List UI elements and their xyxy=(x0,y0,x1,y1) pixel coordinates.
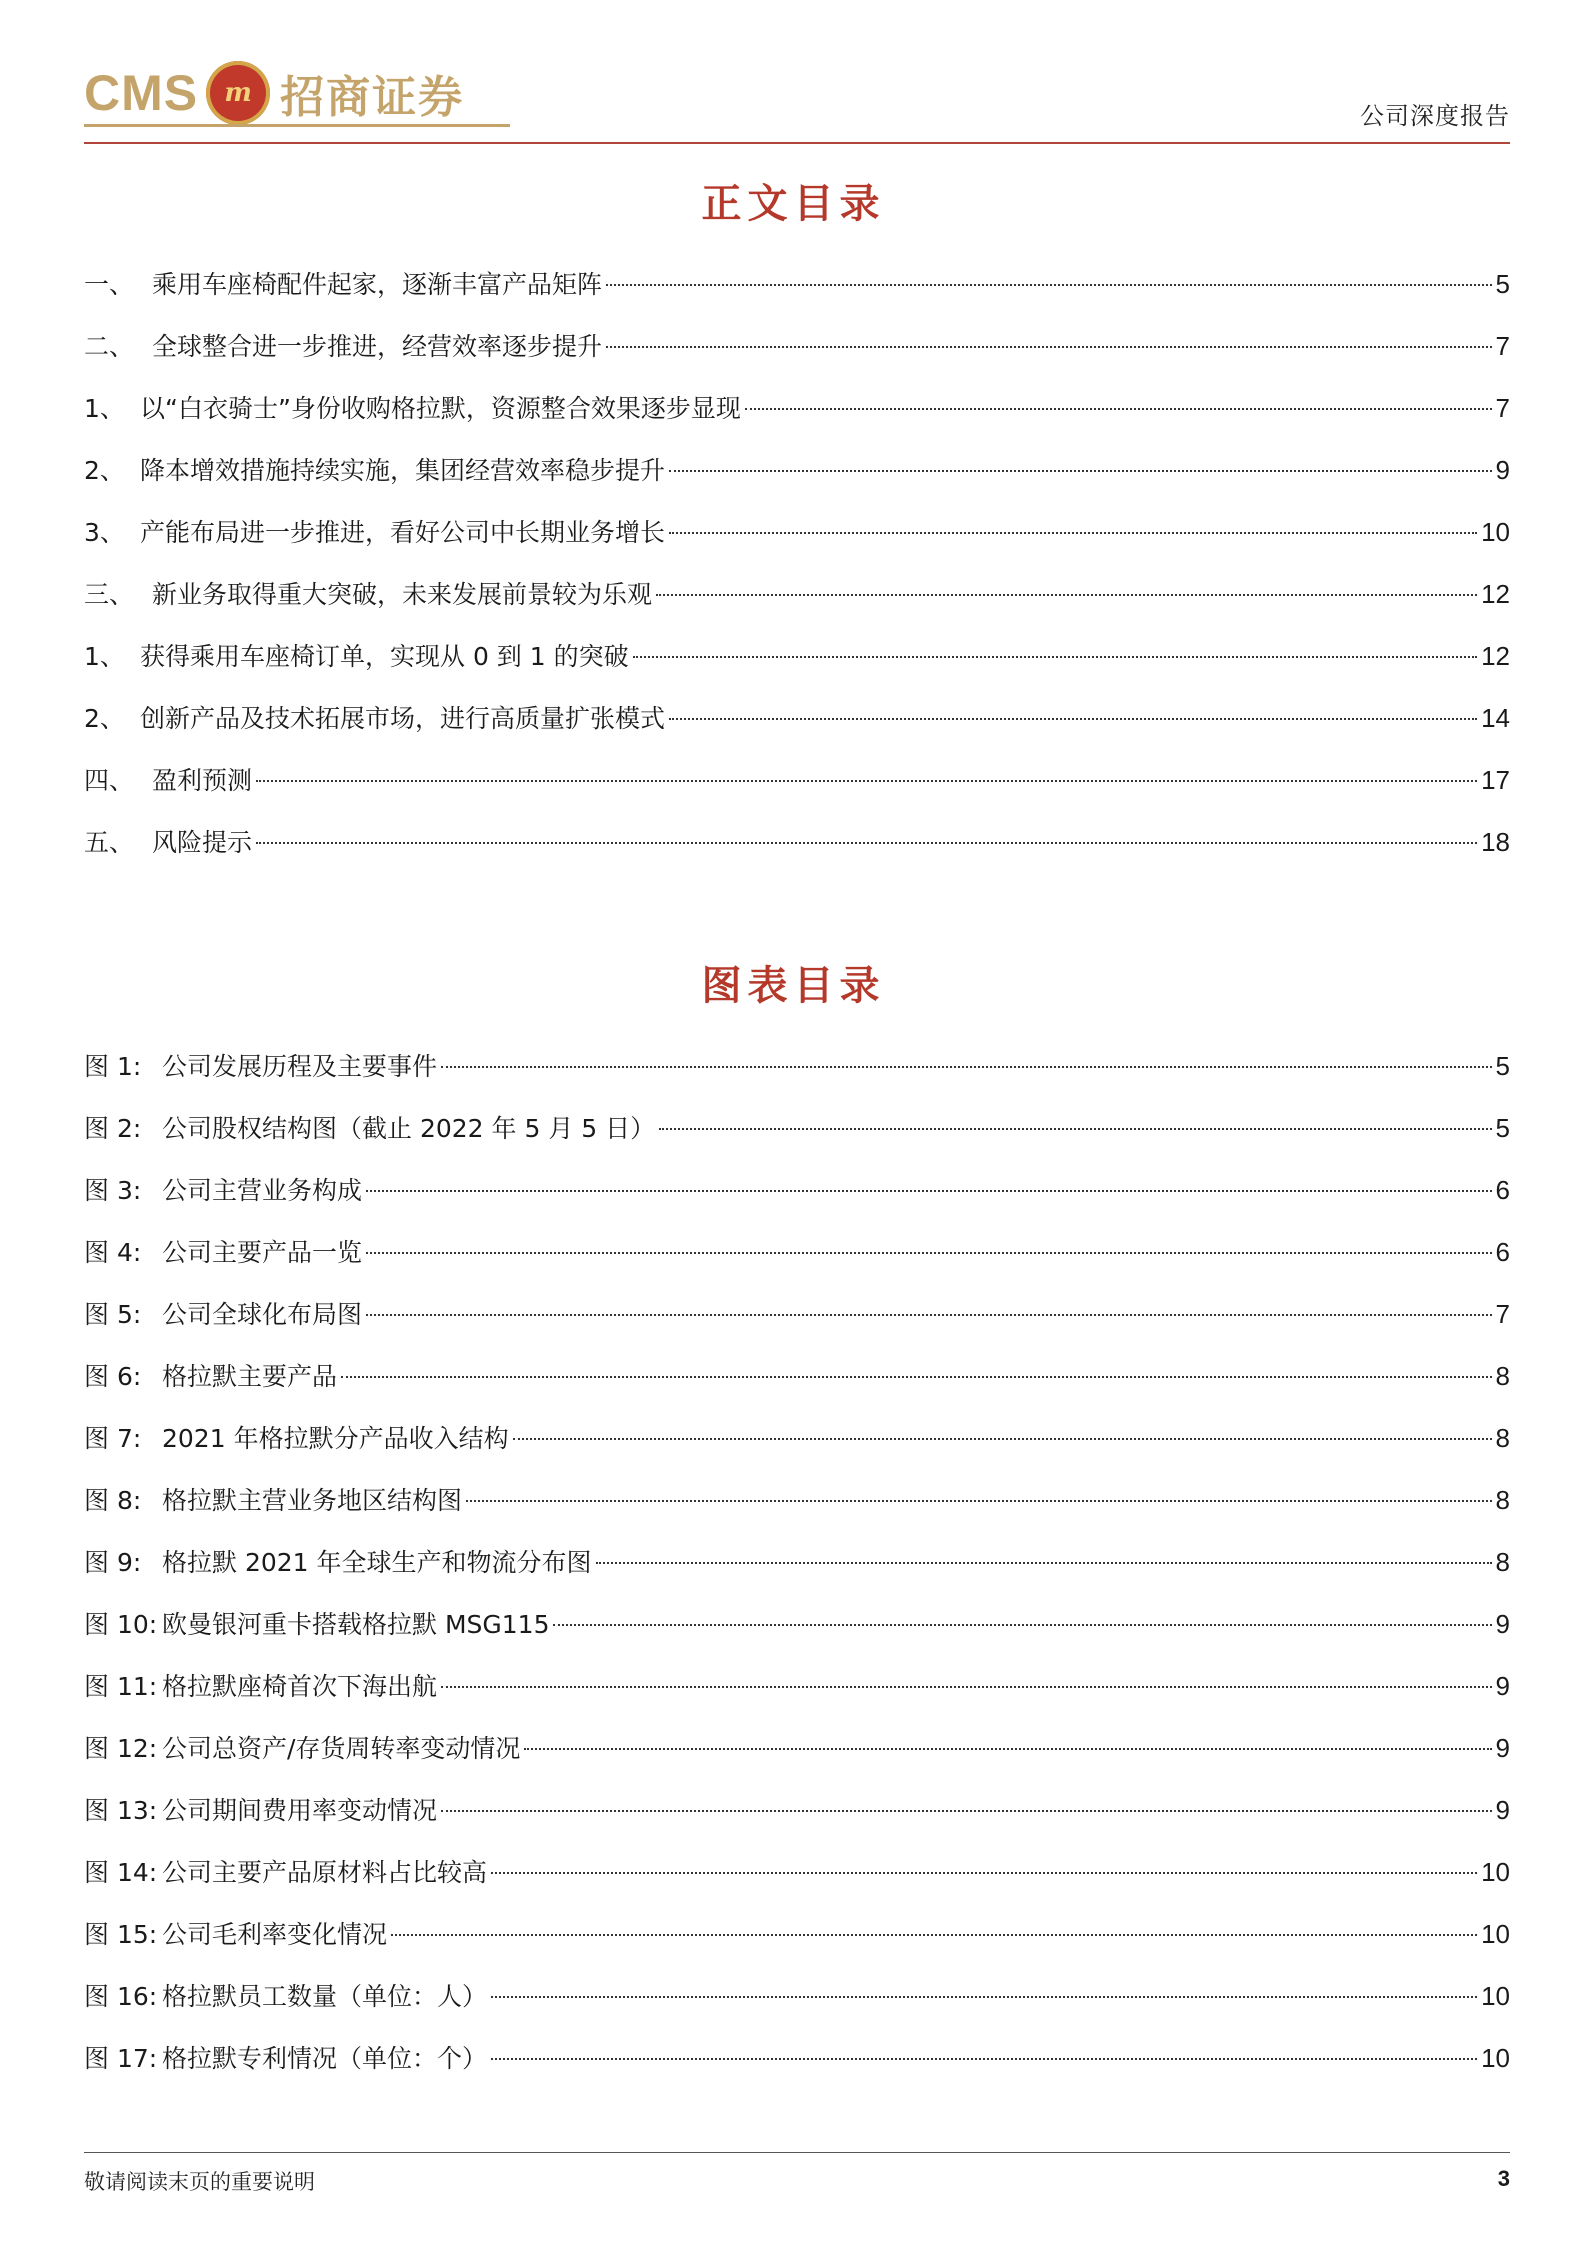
toc-entry-title: 格拉默座椅首次下海出航 xyxy=(162,1672,438,1701)
toc-entry[interactable] xyxy=(84,501,1510,563)
toc-dot-leader xyxy=(341,1376,1492,1378)
toc-entry-page: 10 xyxy=(1481,2043,1510,2073)
toc-entry[interactable] xyxy=(84,1593,1510,1655)
toc-dot-leader xyxy=(633,656,1477,658)
toc-entry-page: 6 xyxy=(1495,1237,1510,1267)
toc-dot-leader xyxy=(553,1624,1491,1626)
toc-entry-page: 7 xyxy=(1495,393,1510,423)
toc-entry-title: 风险提示 xyxy=(152,828,253,857)
header-divider xyxy=(84,142,1510,144)
toc-entry-page: 10 xyxy=(1481,1919,1510,1949)
toc-entry-page: 5 xyxy=(1495,1051,1510,1081)
toc-entry-number: 图 17: xyxy=(84,2044,158,2073)
toc-entry-title: 公司主营业务构成 xyxy=(162,1176,363,1205)
toc-dot-leader xyxy=(606,284,1492,286)
toc-dot-leader xyxy=(524,1748,1491,1750)
toc-entry-page: 8 xyxy=(1495,1547,1510,1577)
toc-dot-leader xyxy=(669,718,1477,720)
figure-toc-title: 图表目录 xyxy=(701,962,886,1009)
toc-entry[interactable] xyxy=(84,1903,1510,1965)
toc-entry-title: 全球整合进一步推进，经营效率逐步提升 xyxy=(152,332,603,361)
toc-entry[interactable] xyxy=(84,1965,1510,2027)
toc-dot-leader xyxy=(491,2058,1477,2060)
toc-dot-leader xyxy=(441,1810,1492,1812)
toc-dot-leader xyxy=(596,1562,1492,1564)
toc-entry-title: 公司主要产品一览 xyxy=(162,1238,363,1267)
toc-entry-number: 四、 xyxy=(84,766,135,795)
toc-dot-leader xyxy=(513,1438,1492,1440)
logo-latin-text: CMS xyxy=(84,65,199,121)
toc-entry-page: 6 xyxy=(1495,1175,1510,1205)
toc-entry[interactable] xyxy=(84,253,1510,315)
toc-entry-title: 欧曼银河重卡搭载格拉默 MSG115 xyxy=(162,1610,550,1639)
toc-entry-page: 9 xyxy=(1495,1609,1510,1639)
toc-dot-leader xyxy=(466,1500,1492,1502)
cms-logo xyxy=(84,58,464,128)
toc-entry-page: 12 xyxy=(1481,641,1510,671)
toc-entry-number: 图 13: xyxy=(84,1796,158,1825)
toc-entry-page: 9 xyxy=(1495,1795,1510,1825)
toc-entry-number: 图 12: xyxy=(84,1734,158,1763)
toc-entry-title: 公司全球化布局图 xyxy=(162,1300,363,1329)
toc-entry-page: 17 xyxy=(1481,765,1510,795)
toc-dot-leader xyxy=(606,346,1492,348)
toc-entry-number: 二、 xyxy=(84,332,135,361)
toc-entry-page: 9 xyxy=(1495,455,1510,485)
toc-entry-page: 7 xyxy=(1495,331,1510,361)
toc-entry[interactable] xyxy=(84,1221,1510,1283)
toc-entry-number: 图 7: xyxy=(84,1424,142,1453)
toc-dot-leader xyxy=(366,1314,1492,1316)
report-type: 公司深度报告 xyxy=(1360,102,1510,130)
toc-entry-number: 图 6: xyxy=(84,1362,142,1391)
page-header xyxy=(84,52,1510,144)
toc-entry[interactable] xyxy=(84,1283,1510,1345)
toc-entry-page: 5 xyxy=(1495,269,1510,299)
toc-dot-leader xyxy=(669,532,1477,534)
toc-entry[interactable] xyxy=(84,1779,1510,1841)
toc-entry-page: 9 xyxy=(1495,1671,1510,1701)
toc-entry-number: 图 16: xyxy=(84,1982,158,2011)
toc-dot-leader xyxy=(391,1934,1477,1936)
toc-entry-page: 10 xyxy=(1481,1981,1510,2011)
toc-entry-number: 2、 xyxy=(84,456,125,485)
toc-dot-leader xyxy=(256,780,1477,782)
toc-entry[interactable] xyxy=(84,2027,1510,2089)
toc-entry-page: 12 xyxy=(1481,579,1510,609)
toc-dot-leader xyxy=(441,1686,1492,1688)
toc-entry[interactable] xyxy=(84,563,1510,625)
toc-entry-number: 图 8: xyxy=(84,1486,142,1515)
toc-entry-page: 10 xyxy=(1481,517,1510,547)
toc-entry-number: 图 10: xyxy=(84,1610,158,1639)
toc-entry[interactable] xyxy=(84,1097,1510,1159)
toc-entry-number: 一、 xyxy=(84,270,135,299)
toc-entry-number: 五、 xyxy=(84,828,135,857)
toc-entry[interactable] xyxy=(84,1717,1510,1779)
toc-dot-leader xyxy=(745,408,1492,410)
toc-entry-title: 盈利预测 xyxy=(152,766,253,795)
toc-entry-title: 公司毛利率变化情况 xyxy=(162,1920,388,1949)
toc-entry-page: 8 xyxy=(1495,1423,1510,1453)
toc-entry-number: 图 14: xyxy=(84,1858,158,1887)
toc-entry-number: 图 3: xyxy=(84,1176,142,1205)
toc-entry-page: 5 xyxy=(1495,1113,1510,1143)
toc-entry-page: 7 xyxy=(1495,1299,1510,1329)
toc-entry[interactable] xyxy=(84,377,1510,439)
logo-chinese-text: 招商证券 xyxy=(280,72,465,123)
toc-entry-title: 公司总资产/存货周转率变动情况 xyxy=(162,1734,521,1763)
toc-dot-leader xyxy=(256,842,1477,844)
logo-underline xyxy=(84,124,510,127)
toc-entry-number: 图 11: xyxy=(84,1672,158,1701)
toc-dot-leader xyxy=(366,1190,1492,1192)
toc-dot-leader xyxy=(669,470,1492,472)
toc-entry-title: 格拉默专利情况（单位：个） xyxy=(162,2044,488,2073)
toc-entry-page: 9 xyxy=(1495,1733,1510,1763)
toc-entry-page: 14 xyxy=(1481,703,1510,733)
toc-entry[interactable] xyxy=(84,1035,1510,1097)
toc-entry[interactable] xyxy=(84,1469,1510,1531)
page-number: 3 xyxy=(1497,2166,1510,2191)
logo-emblem-icon: m xyxy=(206,61,270,125)
toc-entry[interactable] xyxy=(84,439,1510,501)
toc-entry-number: 图 9: xyxy=(84,1548,142,1577)
toc-entry-page: 8 xyxy=(1495,1361,1510,1391)
toc-entry[interactable] xyxy=(84,749,1510,811)
toc-entry[interactable] xyxy=(84,1159,1510,1221)
toc-entry-page: 18 xyxy=(1481,827,1510,857)
footer-divider xyxy=(84,2152,1510,2153)
toc-entry-number: 图 5: xyxy=(84,1300,142,1329)
toc-dot-leader xyxy=(491,1872,1477,1874)
toc-entry-number: 3、 xyxy=(84,518,125,547)
toc-dot-leader xyxy=(441,1066,1492,1068)
toc-entry-number: 图 2: xyxy=(84,1114,142,1143)
page-footer xyxy=(84,2152,1510,2194)
toc-dot-leader xyxy=(366,1252,1492,1254)
toc-entry-number: 图 1: xyxy=(84,1052,142,1081)
toc-entry-number: 图 15: xyxy=(84,1920,158,1949)
toc-entry-title: 公司期间费用率变动情况 xyxy=(162,1796,438,1825)
toc-entry-title: 获得乘用车座椅订单，实现从 0 到 1 的突破 xyxy=(140,642,629,671)
toc-entry-title: 格拉默主营业务地区结构图 xyxy=(162,1486,463,1515)
toc-entry-title: 格拉默 2021 年全球生产和物流分布图 xyxy=(162,1548,592,1577)
toc-entry[interactable] xyxy=(84,1345,1510,1407)
toc-entry[interactable] xyxy=(84,811,1510,873)
main-toc-title: 正文目录 xyxy=(701,180,886,227)
toc-entry[interactable] xyxy=(84,1531,1510,1593)
toc-entry-page: 10 xyxy=(1481,1857,1510,1887)
toc-entry-number: 图 4: xyxy=(84,1238,142,1267)
toc-entry-title: 公司发展历程及主要事件 xyxy=(162,1052,438,1081)
toc-entry-title: 以“白衣骑士”身份收购格拉默，资源整合效果逐步显现 xyxy=(140,394,741,423)
toc-entry-title: 创新产品及技术拓展市场，进行高质量扩张模式 xyxy=(140,704,666,733)
toc-entry-title: 公司股权结构图（截止 2022 年 5 月 5 日） xyxy=(162,1114,656,1143)
toc-entry-page: 8 xyxy=(1495,1485,1510,1515)
figure-toc xyxy=(84,1035,1510,2089)
toc-entry-title: 产能布局进一步推进，看好公司中长期业务增长 xyxy=(140,518,666,547)
toc-entry-title: 新业务取得重大突破，未来发展前景较为乐观 xyxy=(152,580,653,609)
footer-note: 敬请阅读末页的重要说明 xyxy=(84,2170,315,2194)
toc-entry-title: 降本增效措施持续实施，集团经营效率稳步提升 xyxy=(140,456,666,485)
toc-dot-leader xyxy=(656,594,1477,596)
toc-entry-number: 三、 xyxy=(84,580,135,609)
toc-entry[interactable] xyxy=(84,687,1510,749)
toc-dot-leader xyxy=(491,1996,1477,1998)
toc-entry-title: 公司主要产品原材料占比较高 xyxy=(162,1858,488,1887)
toc-entry-title: 2021 年格拉默分产品收入结构 xyxy=(162,1424,509,1453)
toc-entry[interactable] xyxy=(84,1841,1510,1903)
toc-dot-leader xyxy=(659,1128,1491,1130)
main-toc xyxy=(84,253,1510,873)
toc-entry-title: 格拉默员工数量（单位：人） xyxy=(162,1982,488,2011)
toc-entry[interactable] xyxy=(84,1407,1510,1469)
toc-entry[interactable] xyxy=(84,1655,1510,1717)
toc-entry-number: 1、 xyxy=(84,642,125,671)
toc-entry-title: 乘用车座椅配件起家，逐渐丰富产品矩阵 xyxy=(152,270,603,299)
toc-entry-number: 1、 xyxy=(84,394,125,423)
toc-entry-number: 2、 xyxy=(84,704,125,733)
toc-entry-title: 格拉默主要产品 xyxy=(162,1362,338,1391)
toc-entry[interactable] xyxy=(84,625,1510,687)
toc-entry[interactable] xyxy=(84,315,1510,377)
